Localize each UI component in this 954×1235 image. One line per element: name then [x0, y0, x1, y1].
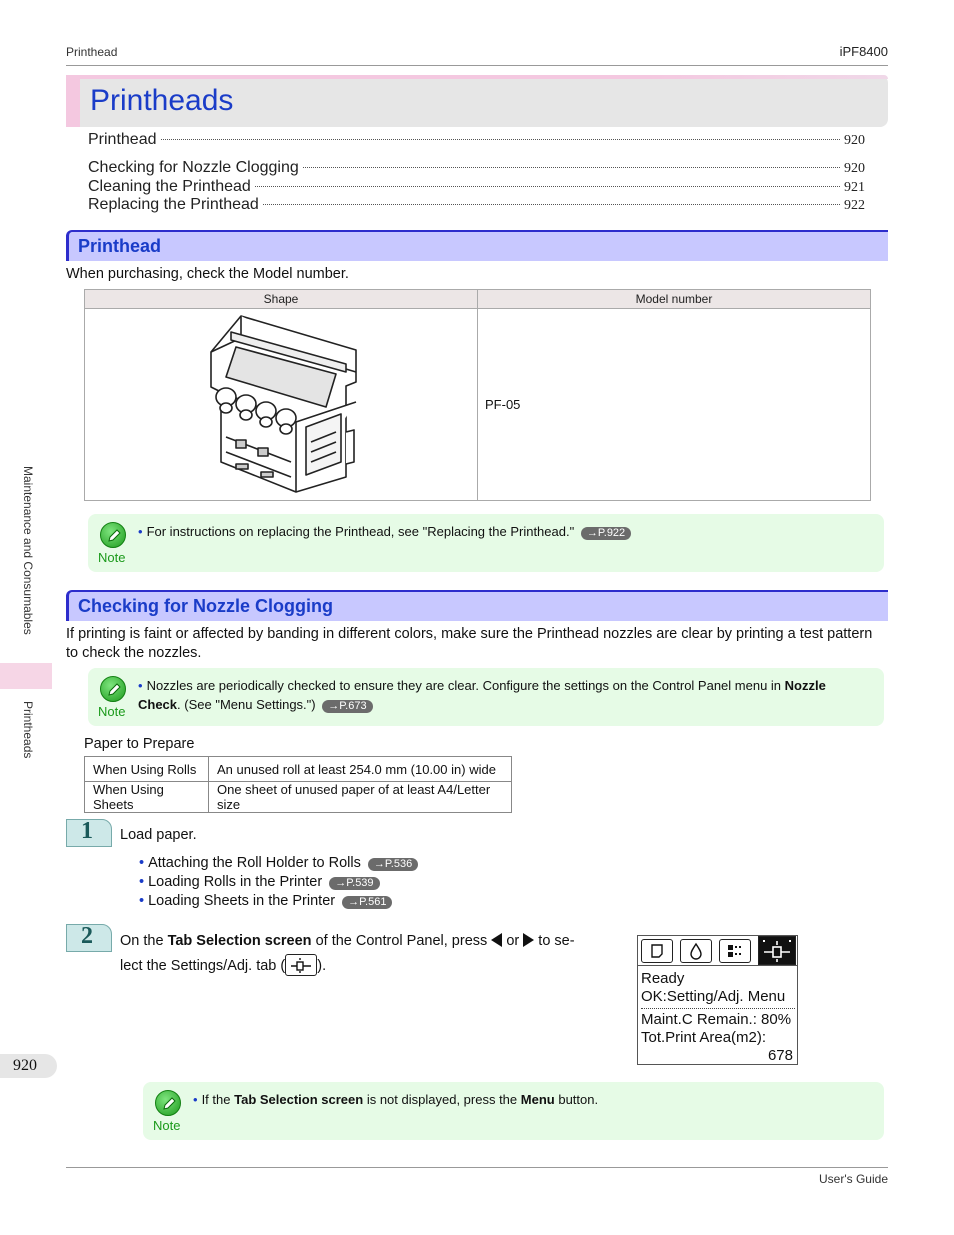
step-text — [120, 929, 620, 979]
note-bold-term: Menu — [520, 1092, 555, 1107]
bullet-icon: • — [138, 524, 143, 539]
list-item[interactable] — [139, 873, 418, 892]
note-pencil-icon — [155, 1090, 181, 1116]
running-header-section: Printhead — [66, 45, 118, 59]
lcd-hint: OK:Setting/Adj. Menu — [641, 988, 786, 1005]
note-text — [193, 1090, 598, 1109]
note-body: If the — [201, 1092, 231, 1107]
step-text-part: ). — [317, 958, 327, 974]
note-body: For instructions on replacing the Printhead, see "Replacing the Printhead." — [146, 524, 575, 539]
paper-value: An unused roll at least 254.0 mm (10.00 in) wide — [209, 757, 512, 782]
settings-adj-tab-icon — [285, 954, 317, 976]
running-header-model: iPF8400 — [839, 44, 888, 59]
section-heading-bar — [66, 230, 888, 261]
page-ref-link[interactable]: →P.561 — [342, 896, 392, 909]
page-ref-link[interactable]: →P.539 — [329, 877, 379, 890]
left-arrow-icon — [491, 933, 502, 947]
page-number-tab — [0, 1054, 57, 1078]
printhead-illustration — [196, 312, 366, 494]
ink-tab-icon[interactable] — [680, 939, 712, 963]
note-box — [88, 514, 884, 572]
bullet-icon: • — [193, 1092, 198, 1107]
job-tab-icon[interactable] — [719, 939, 751, 963]
note-box — [88, 668, 884, 726]
list-item[interactable] — [139, 892, 418, 911]
toc-entry[interactable] — [88, 131, 865, 149]
note-body: button. — [558, 1092, 599, 1107]
page-number: 920 — [13, 1057, 37, 1074]
title-bar-accent — [66, 75, 888, 79]
step-text: Load paper. — [120, 827, 197, 843]
header-rule — [66, 65, 888, 66]
right-arrow-icon — [523, 933, 534, 947]
paper-key: When Using Rolls — [85, 757, 209, 782]
side-chapter-label: Maintenance and Consumables — [21, 466, 35, 635]
side-section-label: Printheads — [21, 701, 35, 759]
note-body: Nozzles are periodically checked to ensure they are clear. Configure the settings on the Control Panel menu in — [146, 678, 782, 693]
settings-tab-icon[interactable] — [758, 936, 796, 965]
list-item-label: Loading Rolls in the Printer — [148, 874, 323, 890]
section-intro: When purchasing, check the Model number. — [66, 266, 349, 282]
step-number: 2 — [81, 923, 93, 949]
note-text — [138, 522, 631, 541]
step-bold-term: Tab Selection screen — [167, 933, 312, 949]
page-ref-link[interactable]: →P.673 — [322, 700, 372, 713]
section-intro: If printing is faint or affected by banding in different colors, make sure the Printhead nozzles are clear by printing a test pattern to check the nozzles. — [66, 626, 873, 661]
toc-entry[interactable] — [88, 178, 865, 196]
page-title: Printheads — [90, 84, 234, 117]
table-row — [85, 757, 512, 782]
footer-text: User's Guide — [819, 1172, 888, 1186]
note-body: is not displayed, press the — [366, 1092, 518, 1107]
section-heading: Printhead — [78, 236, 162, 256]
title-bar-edge — [66, 75, 80, 127]
step-number-badge — [66, 819, 112, 847]
paper-table — [84, 756, 512, 813]
paper-value: One sheet of unused paper of at least A4/Letter size — [209, 782, 512, 813]
note-label: Note — [153, 1118, 181, 1133]
lcd-divider — [641, 1008, 795, 1009]
table-header-shape: Shape — [85, 290, 478, 309]
lcd-print-area-value: 678 — [767, 1047, 793, 1064]
note-bold-term: Nozzle Check — [138, 678, 826, 712]
note-text — [138, 676, 838, 714]
bullet-icon: • — [139, 855, 145, 871]
step-text-part: to se- — [538, 933, 575, 949]
toc-leader — [303, 167, 840, 168]
step-number: 1 — [81, 818, 93, 844]
model-table — [84, 289, 871, 501]
note-pencil-icon — [100, 676, 126, 702]
toc-label: Printhead — [88, 131, 157, 148]
bullet-icon: • — [139, 893, 145, 909]
paper-heading: Paper to Prepare — [84, 736, 195, 752]
lcd-print-area-label: Tot.Print Area(m2): — [641, 1029, 767, 1046]
model-number-cell: PF-05 — [478, 309, 871, 501]
side-tab-marker — [0, 663, 52, 689]
lcd-tab-row — [638, 936, 797, 966]
note-body: . (See "Menu Settings.") — [177, 697, 316, 712]
section-heading-bar — [66, 590, 888, 621]
note-label: Note — [98, 704, 126, 719]
toc-label: Replacing the Printhead — [88, 196, 259, 213]
step-text-part: lect the Settings/Adj. tab ( — [120, 958, 286, 974]
paper-key: When Using Sheets — [85, 782, 209, 813]
toc-leader — [255, 186, 840, 187]
note-bold-term: Tab Selection screen — [234, 1092, 364, 1107]
toc-leader — [161, 139, 841, 140]
step-sublist — [139, 854, 418, 911]
printhead-image-cell — [85, 309, 478, 501]
toc-page: 921 — [844, 180, 865, 195]
toc-page: 920 — [844, 133, 865, 148]
bullet-icon: • — [139, 874, 145, 890]
toc-leader — [263, 204, 840, 205]
lcd-status: Ready — [641, 970, 685, 987]
note-label: Note — [98, 550, 126, 565]
toc-entry[interactable] — [88, 196, 865, 214]
page-ref-link[interactable]: →P.536 — [368, 858, 418, 871]
control-panel-display — [637, 935, 798, 1065]
bullet-icon: • — [138, 678, 143, 693]
note-pencil-icon — [100, 522, 126, 548]
toc-label: Cleaning the Printhead — [88, 178, 251, 195]
lcd-maint-cartridge: Maint.C Remain.: 80% — [641, 1011, 792, 1028]
toc-page: 922 — [844, 198, 865, 213]
list-item-label: Loading Sheets in the Printer — [148, 893, 336, 909]
table-header-model: Model number — [478, 290, 871, 309]
page-ref-link[interactable]: →P.922 — [581, 527, 631, 540]
toc-label: Checking for Nozzle Clogging — [88, 159, 299, 176]
list-item-label: Attaching the Roll Holder to Rolls — [148, 855, 361, 871]
toc-page: 920 — [844, 161, 865, 176]
footer-rule — [66, 1167, 888, 1168]
step-text-part: of the Control Panel, press — [315, 933, 488, 949]
step-number-badge — [66, 924, 112, 952]
section-heading: Checking for Nozzle Clogging — [78, 596, 333, 616]
step-text-part: On the — [120, 933, 164, 949]
note-box — [143, 1082, 884, 1140]
step-text-part: or — [506, 933, 520, 949]
list-item[interactable] — [139, 854, 418, 873]
paper-tab-icon[interactable] — [641, 939, 673, 963]
toc-entry[interactable] — [88, 159, 865, 177]
table-row — [85, 782, 512, 813]
